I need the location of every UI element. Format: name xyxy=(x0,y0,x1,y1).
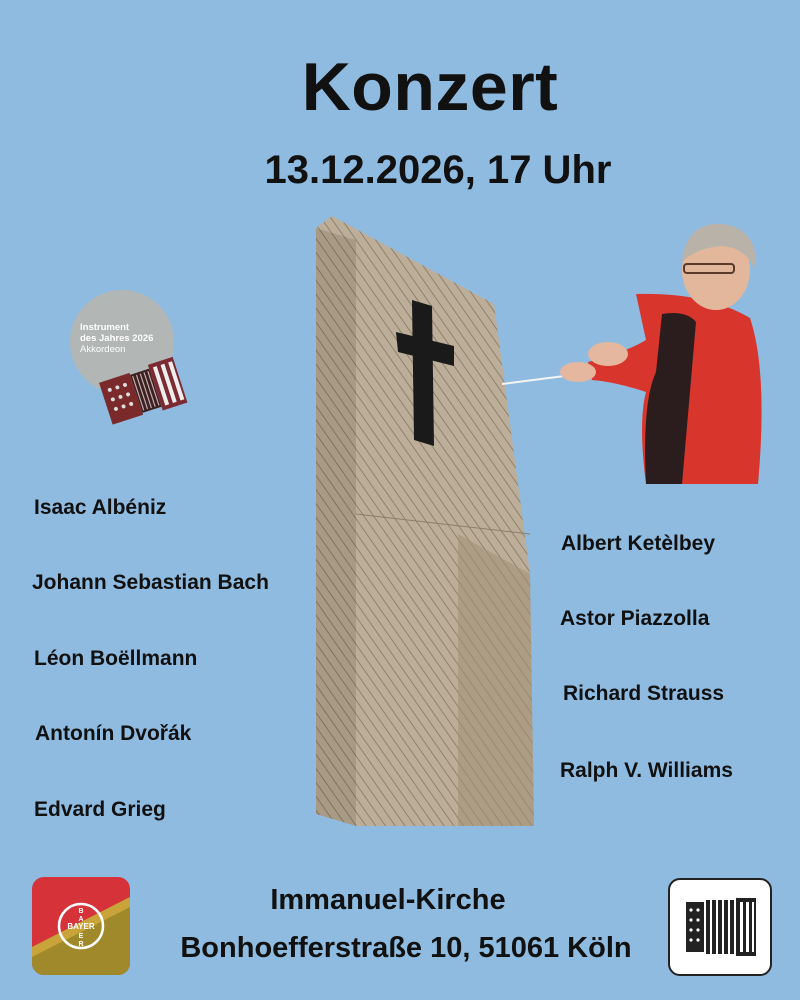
venue-address: Bonhoefferstraße 10, 51061 Köln xyxy=(180,932,632,964)
bayer-logo-text: BAYER xyxy=(67,922,95,931)
composer-dvorak: Antonín Dvořák xyxy=(35,722,192,745)
composer-bach: Johann Sebastian Bach xyxy=(32,571,269,594)
composer-piazzolla: Astor Piazzolla xyxy=(560,607,710,630)
composer-strauss: Richard Strauss xyxy=(563,682,725,705)
composer-williams: Ralph V. Williams xyxy=(560,759,733,782)
composer-albeniz: Isaac Albéniz xyxy=(34,496,167,519)
badge-text: Instrument des Jahres 2026 Akkordeon xyxy=(80,322,154,355)
poster-title: Konzert xyxy=(301,49,559,125)
composer-grieg: Edvard Grieg xyxy=(34,798,166,821)
svg-text:R: R xyxy=(78,941,84,948)
accordion-icon xyxy=(668,878,772,976)
event-datetime: 13.12.2026, 17 Uhr xyxy=(264,148,612,192)
svg-text:B: B xyxy=(78,908,84,915)
venue-name: Immanuel-Kirche xyxy=(270,884,506,916)
conductor-photo xyxy=(496,222,772,484)
svg-text:E: E xyxy=(78,933,84,940)
bayer-logo xyxy=(32,877,130,975)
composer-ketelbey: Albert Ketèlbey xyxy=(561,532,716,555)
svg-text:A: A xyxy=(78,916,84,923)
composer-boellmann: Léon Boëllmann xyxy=(34,647,198,670)
accordion-photo xyxy=(92,348,192,436)
